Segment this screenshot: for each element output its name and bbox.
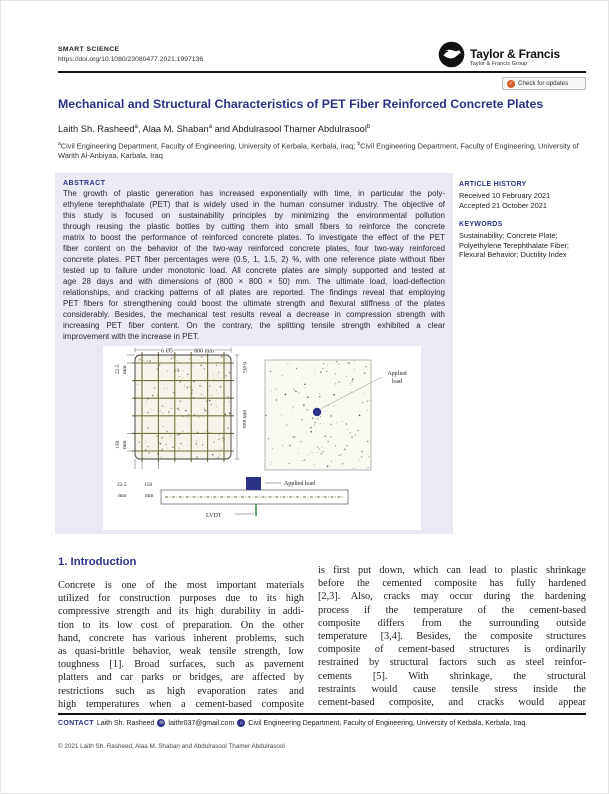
email-icon: ✉: [159, 720, 164, 726]
contact-name: Laith Sh. Rasheed: [96, 719, 155, 727]
abstract-heading: ABSTRACT: [63, 180, 106, 187]
svg-text:load: load: [391, 379, 403, 385]
contact-line: [58, 719, 589, 727]
applied-load-elevation-label: Applied load: [284, 481, 316, 487]
author-affil-mark: b: [366, 124, 371, 130]
bars-count-label-right: 6 Ø5: [241, 362, 247, 373]
taylor-francis-logo[interactable]: [438, 41, 560, 73]
contact-email-link[interactable]: laithr037@gmail.com: [168, 719, 235, 727]
plate-elevation: [161, 490, 348, 504]
author-line: Laith Sh. Rasheed$^a$, Alaa M. Shaban$^a$ and Abdulrasool Thamer Abdulrasool$^b$: [58, 124, 371, 135]
keywords-text: Sustainability; Concrete Plate; Polyethylene Terephthalate Fiber; Flexural Behavior; Ductility Index: [459, 231, 569, 260]
contact-affiliation: Civil Engineering Department, Faculty of Engineering, University of Kerbala, Kerbala, Iraq.: [248, 719, 528, 727]
graphical-abstract-figure: [103, 346, 421, 530]
bar-spacing-label-bottom: 150: [144, 482, 153, 488]
edge-offset-label-bottom: 22.5: [117, 482, 127, 488]
author-name: Alaa M. Shaban: [142, 124, 209, 135]
bar-spacing-label: 150: [115, 440, 121, 449]
author-name: Abdulrasool Thamer Abdulrasool: [232, 124, 367, 135]
publisher-group: Taylor & Francis Group: [470, 60, 528, 67]
author-name: Laith Sh. Rasheed: [58, 124, 135, 135]
svg-text:mm: mm: [145, 493, 154, 499]
crossmark-icon: ✓: [508, 80, 514, 87]
lvdt-label: LVDT: [206, 513, 222, 519]
address-icon: ⌂: [237, 719, 245, 727]
svg-text:mm: mm: [122, 440, 128, 449]
svg-text:mm: mm: [122, 365, 128, 374]
author-affil-mark: a: [208, 124, 212, 130]
footer-rule: [58, 713, 586, 715]
edge-offset-label: 22.5: [115, 364, 121, 374]
page-title: Mechanical and Structural Characteristics of PET Fiber Reinforced Concrete Plates: [58, 97, 544, 111]
bars-count-label: 6 Ø5: [161, 348, 173, 355]
lamp-icon: [438, 41, 465, 73]
copyright-line: © 2021 Laith Sh. Rasheed, Alaa M. Shaban and Abdulrasool Thamer Abdulrasool: [58, 743, 285, 750]
accepted-date: Accepted 21 October 2021: [459, 201, 547, 210]
journal-name: SMART SCIENCE: [58, 46, 120, 53]
body-column-left: Concrete is one of the most important materials utilized for construction purposes due to its high compressive strength and its high durability in addi- tion to its low cost of preparation. On the other hand, concrete has various inherent problems, such as quasi-brittle behavior, weak tensile strength, low toughness [1]. Broad surfaces, such as pavement platters and car parks or bridges, are affected by restrictions such as high evaporation rates and high temperatures when a cement-based composite: [58, 580, 304, 710]
section-heading-introduction: 1. Introduction: [58, 556, 137, 568]
article-history-heading: ARTICLE HISTORY: [459, 181, 527, 188]
author-affil-mark: a: [134, 124, 138, 130]
svg-text:mm: mm: [118, 493, 127, 499]
affiliations: $^a$Civil Engineering Department, Faculty of Engineering, University of Kerbala, Kerbala, Iraq; $^b$Civil Engineering Department, Faculty of Engineering, University of Warith Al-Anbiyaa, Karbala, Iraq: [58, 141, 579, 161]
load-block: [246, 477, 261, 490]
doi-link[interactable]: https://doi.org/10.1080/23080477.2021.1997136: [58, 56, 204, 63]
applied-load-label: Applied: [387, 371, 407, 377]
side-length-label: 800 mm: [194, 348, 214, 355]
side-length-label-right: 800 mm: [241, 410, 247, 429]
check-for-updates-button[interactable]: [502, 77, 586, 90]
keywords-heading: KEYWORDS: [459, 221, 503, 228]
header-rule: [58, 71, 586, 73]
abstract-text: The growth of plastic generation has increased exponentially with time, in particular the poly- ethylene terephthalate (PET) that is widely used in the human consumer industry. The objective of this study is focused on sustainability principles by minimizing the environmental pollution through reusing the plastic bottles by cutting them into small fibers to reinforce the concrete matrix to boost the performance of reinforced concrete plates. To investigate the effect of the PET fiber content on the behavior of the two-way reinforced concrete plates, four two-way reinforced concrete plates. PET fiber percentages were (0.5, 1, 1.5, 2) %, with one reference plate without fiber tested up to failure under monotonic load. All concrete plates are simply supported and tested at age 28 days and with dimensions of (800 × 800 × 50) mm. The ultimate load, load-deflection relationships, and cracking patterns of all plates are reported. The findings reveal that employing PET fibers for strengthening could boost the ultimate strength and flexural stiffness of the plates considerably. Besides, the mechanical test results reveal a decrease in compression strength with increasing PET fiber content. On the contrary, the splitting tensile strength exhibited a clear improvement with the increase in PET.: [63, 189, 445, 341]
applied-load-point: [313, 408, 321, 416]
publisher-name: Taylor & Francis: [470, 46, 560, 61]
check-updates-label: Check for updates: [518, 80, 569, 87]
contact-label: CONTACT: [58, 719, 94, 727]
received-date: Received 10 February 2021: [459, 191, 551, 200]
body-column-right: is first put down, which can lead to plastic shrinkage before the cemented composite has fully hardened [2,3]. Also, cracks may occur during the hardening process if the temperature of the cement-based composite differs from the surrounding outside temperature [3,4]. Besides, the composite structures composite of cement-based structures is ordinarily restrained by structural factors such as steel reinfor- cements [5]. With shrinkage, the structural restraints would cause tensile stress inside the cement-based composite, and cracks would appear: [318, 565, 586, 709]
